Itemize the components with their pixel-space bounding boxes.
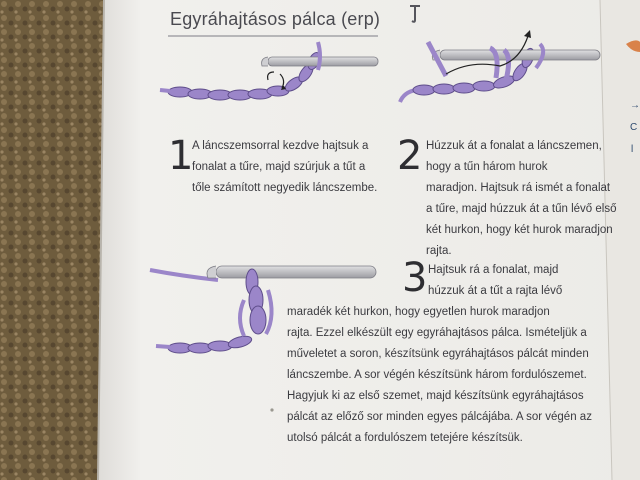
crochet-hook-icon — [207, 266, 376, 278]
step-text-line: két hurkon, hogy két hurok maradjon — [426, 224, 613, 236]
step-text-line: fonalat a tűre, majd szúrjuk a tűt a — [192, 161, 366, 173]
step-text-line: Húzzuk át a fonalat a láncszemen, — [426, 140, 602, 152]
arrow-icon: → — [630, 100, 640, 111]
step-text-line: rajta. Ezzel elkészült egy egyráhajtásos pálca. Ismételjük a — [287, 327, 587, 339]
crochet-hook-icon — [432, 50, 600, 60]
step-text-line: a tűre, majd húzzuk át a tűn lévő első — [426, 203, 617, 215]
step-number: 3 — [402, 255, 428, 301]
step-text-line: utolsó pálcát a fordulószem tetejére készítsük. — [287, 432, 523, 444]
step-number: 1 — [168, 133, 194, 179]
step-text-line: műveletet a soron, készítsünk egyráhajtásos pálcát minden — [287, 348, 589, 360]
step-text-line: pálcát az előző sor minden egyes pálcájába. A sor végén az — [287, 411, 592, 423]
side-tab-letter: C — [630, 122, 638, 133]
step-text-line: rajta. — [426, 245, 452, 257]
book-page — [98, 0, 640, 480]
step-text-line: húzzuk át a tűt a rajta lévő — [428, 285, 563, 297]
step-text-line: hogy a tűn három hurok — [426, 161, 548, 173]
step-text-line: láncszembe. A sor végén készítsünk három fordulószemet. — [287, 369, 587, 381]
step-text-line: maradjon. Hajtsuk rá ismét a fonalat — [426, 182, 611, 194]
step-text-line: Hajtsuk rá a fonalat, majd — [428, 264, 559, 276]
page-title: Egyráhajtásos pálca (erp) — [170, 9, 381, 29]
step-text-line: Hagyjuk ki az első szemet, majd készítsünk egyráhajtásos — [287, 390, 584, 402]
step-text-line: A láncszemsorral kezdve hajtsuk a — [192, 140, 369, 152]
step-text-line: maradék két hurkon, hogy egyetlen hurok maradjon — [287, 306, 550, 318]
step-text-line: tőle számított negyedik láncszembe. — [192, 182, 378, 194]
side-tab-letter: l — [631, 144, 634, 155]
step-number: 2 — [397, 133, 423, 179]
